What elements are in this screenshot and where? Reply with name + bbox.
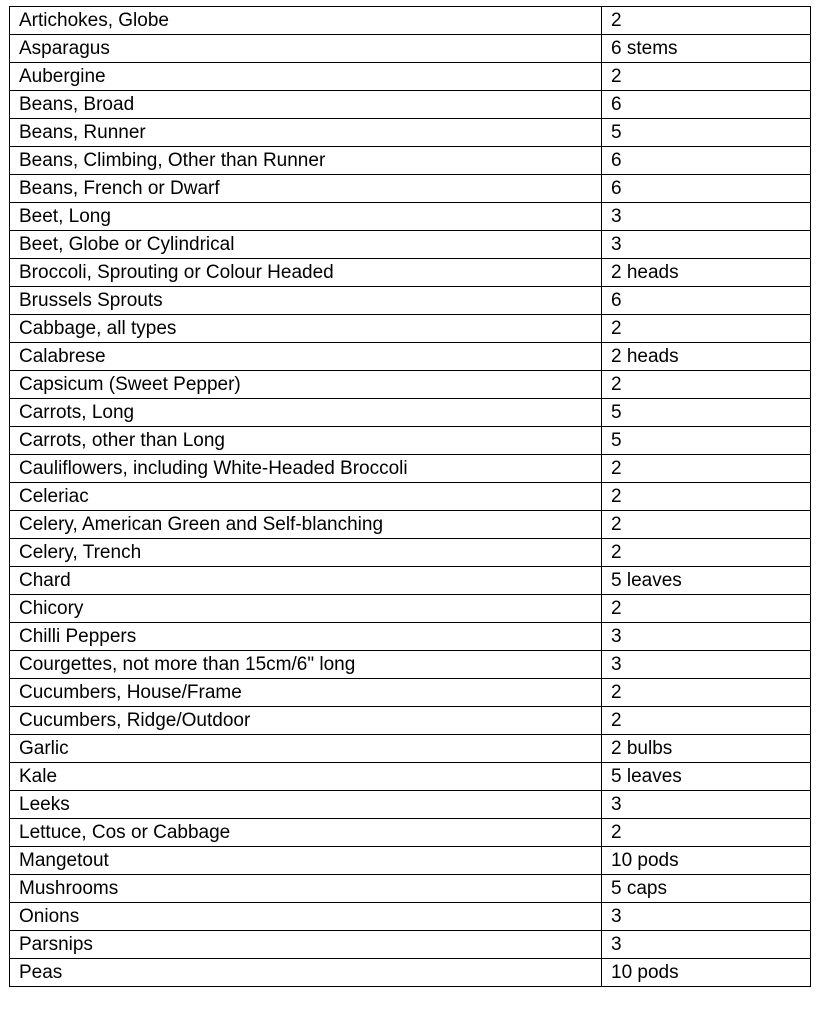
table-row [10, 119, 811, 147]
quantity-cell: 10 pods [602, 847, 811, 875]
table-row [10, 147, 811, 175]
vegetable-cell: Chard [10, 567, 602, 595]
table-row [10, 259, 811, 287]
vegetable-cell: Broccoli, Sprouting or Colour Headed [10, 259, 602, 287]
table-row [10, 735, 811, 763]
vegetable-cell: Artichokes, Globe [10, 7, 602, 35]
vegetable-cell: Calabrese [10, 343, 602, 371]
quantity-cell: 5 [602, 399, 811, 427]
quantity-cell: 2 [602, 315, 811, 343]
quantity-cell: 3 [602, 651, 811, 679]
table-row [10, 399, 811, 427]
table-row [10, 679, 811, 707]
quantity-cell: 3 [602, 231, 811, 259]
vegetable-cell: Celeriac [10, 483, 602, 511]
table-row [10, 91, 811, 119]
table-row [10, 875, 811, 903]
vegetable-cell: Beet, Globe or Cylindrical [10, 231, 602, 259]
vegetable-cell: Beet, Long [10, 203, 602, 231]
table-row [10, 287, 811, 315]
quantity-cell: 3 [602, 931, 811, 959]
quantity-cell: 6 [602, 91, 811, 119]
quantity-cell: 5 leaves [602, 567, 811, 595]
quantity-cell: 2 [602, 371, 811, 399]
vegetable-cell: Peas [10, 959, 602, 987]
vegetable-quantity-table [9, 6, 811, 987]
vegetable-cell: Asparagus [10, 35, 602, 63]
quantity-cell: 6 [602, 175, 811, 203]
vegetable-cell: Courgettes, not more than 15cm/6" long [10, 651, 602, 679]
vegetable-cell: Carrots, Long [10, 399, 602, 427]
quantity-cell: 2 [602, 511, 811, 539]
table-row [10, 651, 811, 679]
table-row [10, 903, 811, 931]
vegetable-cell: Brussels Sprouts [10, 287, 602, 315]
table-row [10, 371, 811, 399]
quantity-cell: 2 [602, 483, 811, 511]
vegetable-cell: Kale [10, 763, 602, 791]
vegetable-cell: Beans, French or Dwarf [10, 175, 602, 203]
quantity-cell: 2 [602, 819, 811, 847]
vegetable-cell: Cucumbers, House/Frame [10, 679, 602, 707]
quantity-cell: 5 caps [602, 875, 811, 903]
quantity-cell: 2 [602, 707, 811, 735]
quantity-cell: 3 [602, 623, 811, 651]
vegetable-cell: Capsicum (Sweet Pepper) [10, 371, 602, 399]
quantity-cell: 2 [602, 679, 811, 707]
table-row [10, 959, 811, 987]
vegetable-cell: Cabbage, all types [10, 315, 602, 343]
table-body [10, 7, 811, 987]
document-page [9, 6, 810, 987]
quantity-cell: 6 [602, 287, 811, 315]
table-row [10, 567, 811, 595]
vegetable-cell: Carrots, other than Long [10, 427, 602, 455]
table-row [10, 847, 811, 875]
vegetable-cell: Cauliflowers, including White-Headed Broccoli [10, 455, 602, 483]
table-row [10, 35, 811, 63]
vegetable-cell: Mangetout [10, 847, 602, 875]
table-row [10, 455, 811, 483]
table-row [10, 315, 811, 343]
table-row [10, 931, 811, 959]
table-row [10, 539, 811, 567]
quantity-cell: 10 pods [602, 959, 811, 987]
vegetable-cell: Celery, Trench [10, 539, 602, 567]
quantity-cell: 2 [602, 455, 811, 483]
table-row [10, 203, 811, 231]
vegetable-cell: Parsnips [10, 931, 602, 959]
quantity-cell: 2 [602, 595, 811, 623]
table-row [10, 63, 811, 91]
vegetable-cell: Mushrooms [10, 875, 602, 903]
vegetable-cell: Cucumbers, Ridge/Outdoor [10, 707, 602, 735]
table-row [10, 7, 811, 35]
quantity-cell: 3 [602, 203, 811, 231]
quantity-cell: 6 [602, 147, 811, 175]
table-row [10, 343, 811, 371]
vegetable-cell: Chilli Peppers [10, 623, 602, 651]
vegetable-cell: Aubergine [10, 63, 602, 91]
table-row [10, 707, 811, 735]
quantity-cell: 2 heads [602, 343, 811, 371]
vegetable-cell: Beans, Broad [10, 91, 602, 119]
vegetable-cell: Beans, Climbing, Other than Runner [10, 147, 602, 175]
table-row [10, 511, 811, 539]
quantity-cell: 2 bulbs [602, 735, 811, 763]
table-row [10, 595, 811, 623]
table-row [10, 427, 811, 455]
vegetable-cell: Garlic [10, 735, 602, 763]
table-row [10, 623, 811, 651]
table-row [10, 791, 811, 819]
table-row [10, 175, 811, 203]
quantity-cell: 5 leaves [602, 763, 811, 791]
vegetable-cell: Celery, American Green and Self-blanching [10, 511, 602, 539]
vegetable-cell: Beans, Runner [10, 119, 602, 147]
quantity-cell: 2 [602, 63, 811, 91]
table-row [10, 819, 811, 847]
table-row [10, 763, 811, 791]
vegetable-cell: Lettuce, Cos or Cabbage [10, 819, 602, 847]
quantity-cell: 3 [602, 903, 811, 931]
vegetable-cell: Leeks [10, 791, 602, 819]
quantity-cell: 2 [602, 7, 811, 35]
vegetable-cell: Chicory [10, 595, 602, 623]
quantity-cell: 6 stems [602, 35, 811, 63]
table-row [10, 483, 811, 511]
quantity-cell: 5 [602, 119, 811, 147]
vegetable-cell: Onions [10, 903, 602, 931]
quantity-cell: 5 [602, 427, 811, 455]
quantity-cell: 2 [602, 539, 811, 567]
table-row [10, 231, 811, 259]
quantity-cell: 2 heads [602, 259, 811, 287]
quantity-cell: 3 [602, 791, 811, 819]
